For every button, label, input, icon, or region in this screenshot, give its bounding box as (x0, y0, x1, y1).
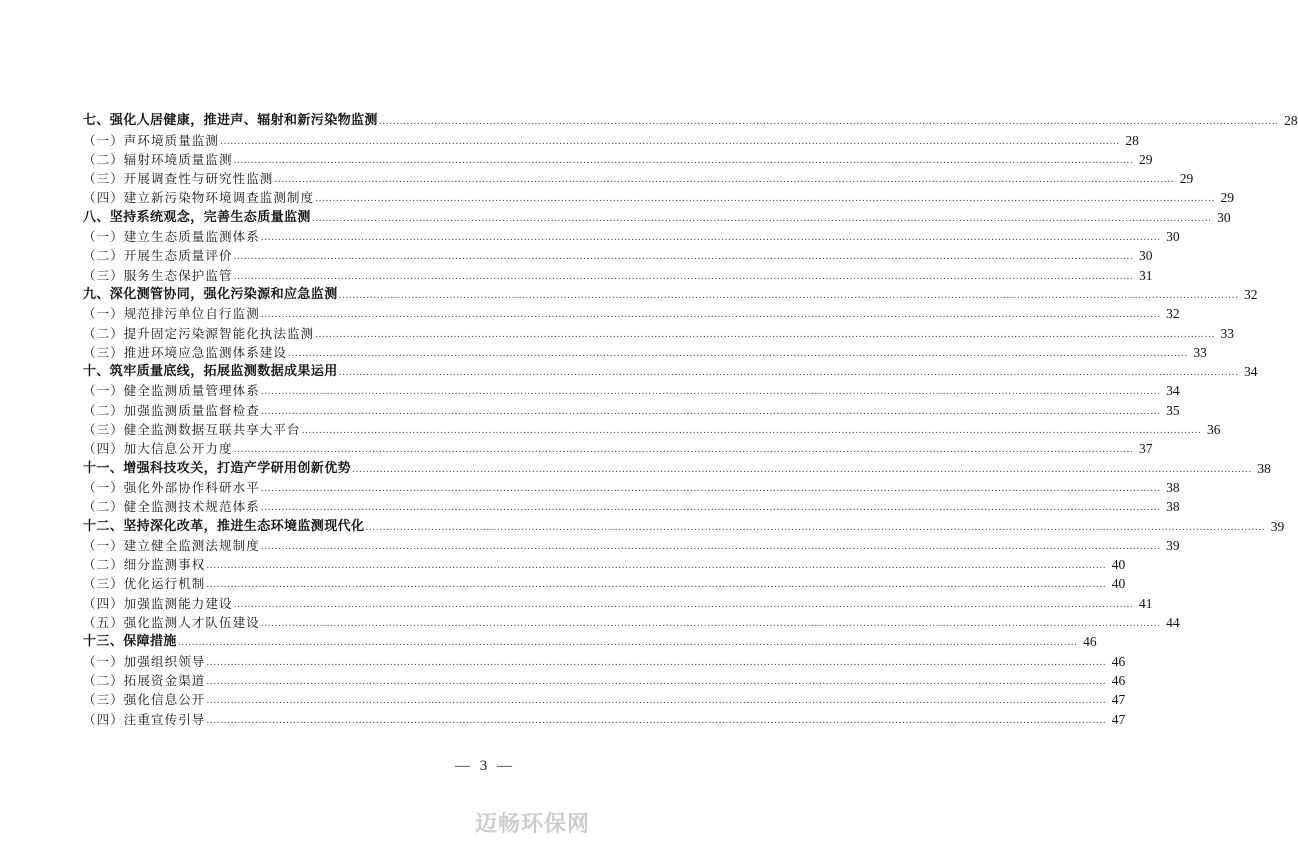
toc-entry-title: 九、深化测管协同，强化污染源和应急监测 (83, 286, 338, 302)
toc-section-entry[interactable] (83, 611, 1180, 631)
toc-section-entry[interactable] (83, 167, 1194, 187)
toc-section-entry[interactable] (83, 572, 1126, 592)
table-of-contents (83, 109, 1298, 727)
toc-entry-page: 29 (1220, 190, 1235, 206)
toc-entry-page: 46 (1111, 653, 1126, 669)
toc-entry-page: 30 (1217, 209, 1231, 225)
toc-leader-dots: .................................................................................................................................................................................................................................................................... (338, 368, 1239, 379)
page-number: — 3 — (455, 758, 515, 774)
toc-section-entry[interactable] (83, 437, 1153, 457)
toc-entry-page: 47 (1111, 692, 1126, 708)
toc-leader-dots: .................................................................................................................................................................................................................................................................... (260, 387, 1161, 398)
toc-entry-title: （三）开展调查性与研究性监测 (83, 171, 274, 187)
toc-entry-page: 44 (1166, 615, 1180, 631)
toc-entry-page: 33 (1193, 344, 1207, 360)
toc-leader-dots: .................................................................................................................................................................................................................................................................... (206, 715, 1107, 726)
toc-leader-dots: .................................................................................................................................................................................................................................................................... (206, 657, 1107, 668)
toc-entry-page: 40 (1111, 576, 1126, 592)
toc-entry-title: （一）健全监测质量管理体系 (83, 383, 260, 399)
toc-entry-page: 38 (1166, 499, 1180, 515)
toc-entry-title: （一）建立健全监测法规制度 (83, 537, 260, 553)
toc-leader-dots: .................................................................................................................................................................................................................................................................... (260, 233, 1161, 244)
toc-section-entry[interactable] (83, 148, 1153, 167)
toc-entry-page: 32 (1166, 306, 1180, 322)
toc-entry-title: （一）建立生态质量监测体系 (83, 229, 260, 245)
toc-leader-dots: .................................................................................................................................................................................................................................................................... (315, 329, 1216, 340)
toc-section-entry[interactable] (83, 591, 1153, 611)
toc-leader-dots: .................................................................................................................................................................................................................................................................... (274, 175, 1175, 186)
toc-entry-page: 47 (1111, 711, 1126, 727)
toc-leader-dots: .................................................................................................................................................................................................................................................................... (365, 522, 1266, 533)
toc-entry-title: 十、筑牢质量底线，拓展监测数据成果运用 (83, 364, 338, 380)
toc-leader-dots: .................................................................................................................................................................................................................................................................... (352, 464, 1252, 475)
toc-leader-dots: .................................................................................................................................................................................................................................................................... (233, 599, 1134, 610)
toc-entry-title: （二）提升固定污染源智能化执法监测 (83, 325, 315, 341)
toc-chapter-entry[interactable] (83, 514, 1285, 534)
toc-entry-page: 28 (1284, 113, 1298, 129)
toc-entry-title: （四）注重宣传引导 (83, 711, 206, 727)
toc-entry-title: （二）加强监测质量监督检查 (83, 402, 260, 418)
toc-section-entry[interactable] (83, 128, 1139, 148)
toc-entry-title: （三）强化信息公开 (83, 692, 206, 708)
toc-entry-page: 41 (1138, 595, 1153, 611)
toc-chapter-entry[interactable] (83, 205, 1231, 225)
toc-leader-dots: .................................................................................................................................................................................................................................................................... (260, 310, 1161, 321)
toc-entry-page: 32 (1243, 286, 1258, 302)
toc-entry-page: 31 (1138, 267, 1153, 283)
toc-leader-dots: .................................................................................................................................................................................................................................................................... (177, 638, 1078, 649)
toc-entry-title: 十一、增强科技攻关，打造产学研用创新优势 (83, 460, 352, 476)
toc-leader-dots: .................................................................................................................................................................................................................................................................... (311, 213, 1212, 224)
toc-leader-dots: .................................................................................................................................................................................................................................................................... (301, 426, 1202, 437)
toc-entry-page: 34 (1166, 383, 1180, 399)
toc-section-entry[interactable] (83, 244, 1153, 264)
toc-section-entry[interactable] (83, 379, 1180, 399)
toc-entry-title: 七、强化人居健康，推进声、辐射和新污染物监测 (83, 113, 378, 129)
toc-entry-page: 38 (1257, 460, 1271, 476)
toc-section-entry[interactable] (83, 476, 1180, 495)
toc-leader-dots: .................................................................................................................................................................................................................................................................... (260, 541, 1161, 552)
toc-leader-dots: .................................................................................................................................................................................................................................................................... (260, 619, 1161, 630)
toc-entry-page: 33 (1220, 325, 1235, 341)
toc-leader-dots: .................................................................................................................................................................................................................................................................... (206, 676, 1107, 687)
toc-chapter-entry[interactable] (83, 630, 1097, 650)
watermark-logo: 迈畅环保网 (474, 812, 590, 837)
toc-entry-title: （五）强化监测人才队伍建设 (83, 615, 260, 631)
toc-chapter-entry[interactable] (83, 456, 1271, 476)
toc-entry-title: （三）健全监测数据互联共享大平台 (83, 422, 301, 438)
toc-entry-title: （一）强化外部协作科研水平 (83, 479, 260, 495)
toc-leader-dots: .................................................................................................................................................................................................................................................................... (288, 348, 1188, 359)
toc-entry-title: （四）加大信息公开力度 (83, 441, 233, 457)
toc-entry-title: （二）细分监测事权 (83, 557, 206, 573)
toc-section-entry[interactable] (83, 649, 1126, 669)
toc-entry-page: 29 (1179, 171, 1194, 187)
toc-leader-dots: .................................................................................................................................................................................................................................................................... (206, 580, 1107, 591)
toc-entry-title: （一）加强组织领导 (83, 653, 206, 669)
toc-leader-dots: .................................................................................................................................................................................................................................................................... (260, 483, 1161, 494)
toc-leader-dots: .................................................................................................................................................................................................................................................................... (233, 252, 1134, 263)
toc-chapter-entry[interactable] (83, 283, 1258, 302)
toc-entry-title: （四）加强监测能力建设 (83, 595, 233, 611)
toc-entry-title: 八、坚持系统观念，完善生态质量监测 (83, 209, 311, 225)
toc-section-entry[interactable] (83, 186, 1235, 206)
toc-entry-page: 36 (1206, 422, 1221, 438)
toc-section-entry[interactable] (83, 341, 1207, 360)
toc-section-entry[interactable] (83, 707, 1126, 727)
toc-chapter-entry[interactable] (83, 360, 1258, 380)
toc-entry-page: 30 (1166, 229, 1180, 245)
toc-section-entry[interactable] (83, 534, 1180, 553)
toc-entry-title: （二）开展生态质量评价 (83, 248, 233, 264)
toc-leader-dots: .................................................................................................................................................................................................................................................................... (233, 271, 1134, 282)
toc-entry-title: （四）建立新污染物环境调查监测制度 (83, 190, 315, 206)
toc-entry-page: 29 (1138, 151, 1153, 167)
toc-section-entry[interactable] (83, 495, 1180, 515)
toc-section-entry[interactable] (83, 553, 1126, 573)
toc-entry-title: （一）声环境质量监测 (83, 132, 220, 148)
toc-section-entry[interactable] (83, 398, 1180, 418)
toc-entry-title: （二）辐射环境质量监测 (83, 151, 233, 167)
toc-section-entry[interactable] (83, 688, 1126, 708)
toc-chapter-entry[interactable] (83, 109, 1298, 129)
toc-leader-dots: .................................................................................................................................................................................................................................................................... (220, 136, 1120, 147)
toc-entry-page: 38 (1166, 479, 1180, 495)
toc-entry-page: 46 (1111, 672, 1126, 688)
toc-entry-title: （二）拓展资金渠道 (83, 672, 206, 688)
toc-leader-dots: .................................................................................................................................................................................................................................................................... (315, 194, 1216, 205)
toc-leader-dots: .................................................................................................................................................................................................................................................................... (338, 290, 1239, 301)
toc-leader-dots: .................................................................................................................................................................................................................................................................... (206, 561, 1107, 572)
toc-section-entry[interactable] (83, 302, 1180, 322)
toc-entry-title: 十二、坚持深化改革，推进生态环境监测现代化 (83, 518, 365, 534)
toc-entry-page: 34 (1243, 364, 1258, 380)
toc-leader-dots: .................................................................................................................................................................................................................................................................... (260, 503, 1161, 514)
toc-leader-dots: .................................................................................................................................................................................................................................................................... (206, 696, 1107, 707)
toc-entry-page: 39 (1270, 518, 1285, 534)
toc-entry-page: 40 (1111, 557, 1126, 573)
toc-entry-title: （二）健全监测技术规范体系 (83, 499, 260, 515)
toc-leader-dots: .................................................................................................................................................................................................................................................................... (233, 445, 1134, 456)
toc-leader-dots: .................................................................................................................................................................................................................................................................... (260, 406, 1161, 417)
toc-section-entry[interactable] (83, 418, 1221, 438)
toc-entry-page: 39 (1166, 537, 1180, 553)
toc-section-entry[interactable] (83, 225, 1180, 245)
toc-entry-title: （三）服务生态保护监管 (83, 267, 233, 283)
toc-leader-dots: .................................................................................................................................................................................................................................................................... (233, 155, 1134, 166)
toc-entry-title: （三）推进环境应急监测体系建设 (83, 344, 288, 360)
toc-entry-page: 30 (1138, 248, 1153, 264)
toc-section-entry[interactable] (83, 321, 1235, 341)
toc-section-entry[interactable] (83, 263, 1153, 283)
toc-entry-title: 十三、保障措施 (83, 634, 177, 650)
toc-entry-page: 46 (1083, 634, 1097, 650)
toc-section-entry[interactable] (83, 669, 1126, 688)
toc-entry-page: 28 (1125, 132, 1139, 148)
toc-leader-dots: .................................................................................................................................................................................................................................................................... (378, 117, 1279, 128)
toc-entry-title: （三）优化运行机制 (83, 576, 206, 592)
toc-entry-page: 37 (1138, 441, 1153, 457)
toc-entry-page: 35 (1166, 402, 1180, 418)
toc-entry-title: （一）规范排污单位自行监测 (83, 306, 260, 322)
